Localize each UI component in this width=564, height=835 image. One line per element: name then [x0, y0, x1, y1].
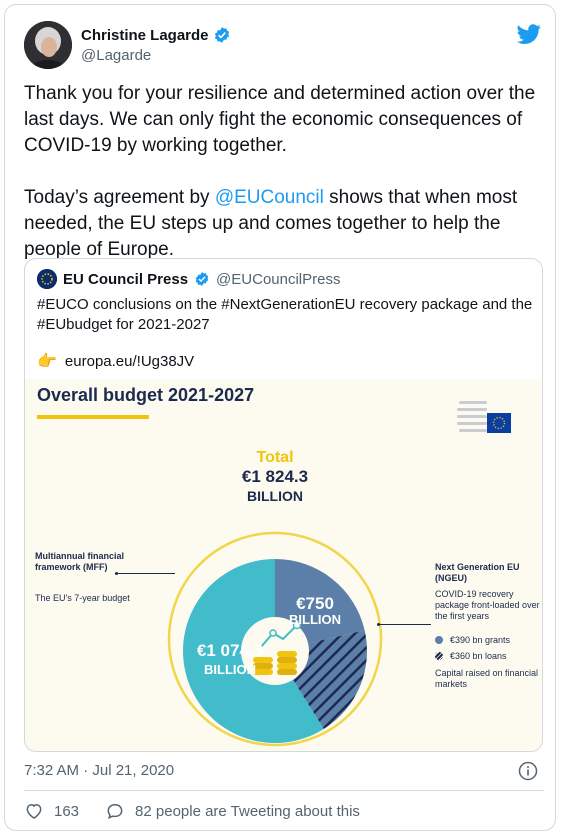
- tweet-paragraph-2: [24, 185, 544, 263]
- legend-loans-text: €360 bn loans: [450, 651, 507, 661]
- legend-grants-text: €390 bn grants: [450, 635, 511, 645]
- ngeu-leader-line: [377, 624, 431, 625]
- capital-note: Capital raised on financial markets: [435, 668, 539, 689]
- pointing-hand-icon: 👉: [37, 353, 57, 370]
- tweet-timestamp[interactable]: 7:32 AM · Jul 21, 2020: [24, 762, 175, 779]
- quoted-verified-badge-icon: [194, 271, 210, 287]
- ngeu-description: COVID-19 recovery package front-loaded over the first years: [435, 589, 540, 621]
- mention-link[interactable]: @EUCouncil: [214, 187, 324, 208]
- mff-description: The EU's 7-year budget: [35, 593, 130, 603]
- tweet-paragraph-2-prefix: Today’s agreement by: [24, 187, 215, 208]
- slice-label-ngeu-unit: BILLION: [289, 612, 341, 627]
- author-avatar[interactable]: [24, 21, 72, 69]
- author-name[interactable]: [81, 26, 231, 44]
- quoted-text: #EUCO conclusions on the #NextGenerationEU recovery package and the #EUbudget for 2021-2027: [37, 296, 533, 333]
- quoted-avatar[interactable]: [37, 269, 57, 289]
- avatar-photo: [24, 21, 72, 69]
- total-label: Total: [256, 449, 294, 466]
- quoted-name[interactable]: EU Council Press: [63, 270, 189, 288]
- mff-leader-line: [115, 573, 175, 574]
- quoted-handle[interactable]: @EUCouncilPress: [216, 270, 341, 288]
- speech-bubble-icon: [105, 801, 125, 821]
- legend-grants: [435, 635, 510, 645]
- quoted-link[interactable]: europa.eu/!Ug38JV: [64, 352, 195, 370]
- like-count: 163: [54, 802, 80, 820]
- european-council-logo-icon: [457, 397, 513, 441]
- footer-divider: [24, 790, 544, 791]
- title-underline: [37, 415, 149, 419]
- legend-loans: [435, 651, 507, 661]
- quoted-tweet[interactable]: [24, 258, 543, 752]
- infographic-title: Overall budget 2021-2027: [37, 385, 255, 405]
- tweet-actions: [24, 801, 360, 821]
- tweet-paragraph-1: Thank you for your resilience and determined action over the last days. We can only fight the economic consequences of COVID-19 by working together.: [24, 83, 536, 156]
- author-name-text[interactable]: Christine Lagarde: [81, 26, 209, 44]
- quoted-header: [37, 269, 340, 289]
- heart-icon: [24, 801, 44, 821]
- quoted-link-row: [37, 351, 194, 371]
- tweet-paragraph-2-suffix: shows that when most needed, the EU steps up and comes together to help the people of Europe.: [24, 187, 518, 260]
- ngeu-label: Next Generation EU (NGEU): [435, 562, 520, 583]
- loans-swatch-icon: [435, 652, 443, 660]
- grants-swatch-icon: [435, 636, 443, 644]
- author-handle[interactable]: @Lagarde: [81, 47, 152, 64]
- twitter-bird-icon[interactable]: [517, 22, 541, 46]
- tweet-card: [4, 4, 556, 831]
- slice-label-mff-unit: BILLION: [204, 662, 256, 677]
- tweet-text: [24, 81, 544, 263]
- mff-label: Multiannual financial framework (MFF): [35, 551, 125, 572]
- eu-council-logo-icon: [37, 269, 57, 289]
- like-button[interactable]: [24, 801, 79, 821]
- tweeting-about-button[interactable]: [105, 801, 360, 821]
- budget-pie-chart: [165, 529, 385, 749]
- tweeting-about-text: 82 people are Tweeting about this: [135, 802, 360, 820]
- total-unit: BILLION: [247, 488, 303, 504]
- verified-badge-icon: [213, 26, 231, 44]
- slice-label-mff-value: €1 074.3: [196, 641, 264, 660]
- budget-infographic[interactable]: [25, 379, 542, 752]
- info-icon[interactable]: [518, 761, 538, 781]
- total-value: €1 824.3: [241, 467, 309, 486]
- slice-label-ngeu-value: €750: [296, 594, 334, 613]
